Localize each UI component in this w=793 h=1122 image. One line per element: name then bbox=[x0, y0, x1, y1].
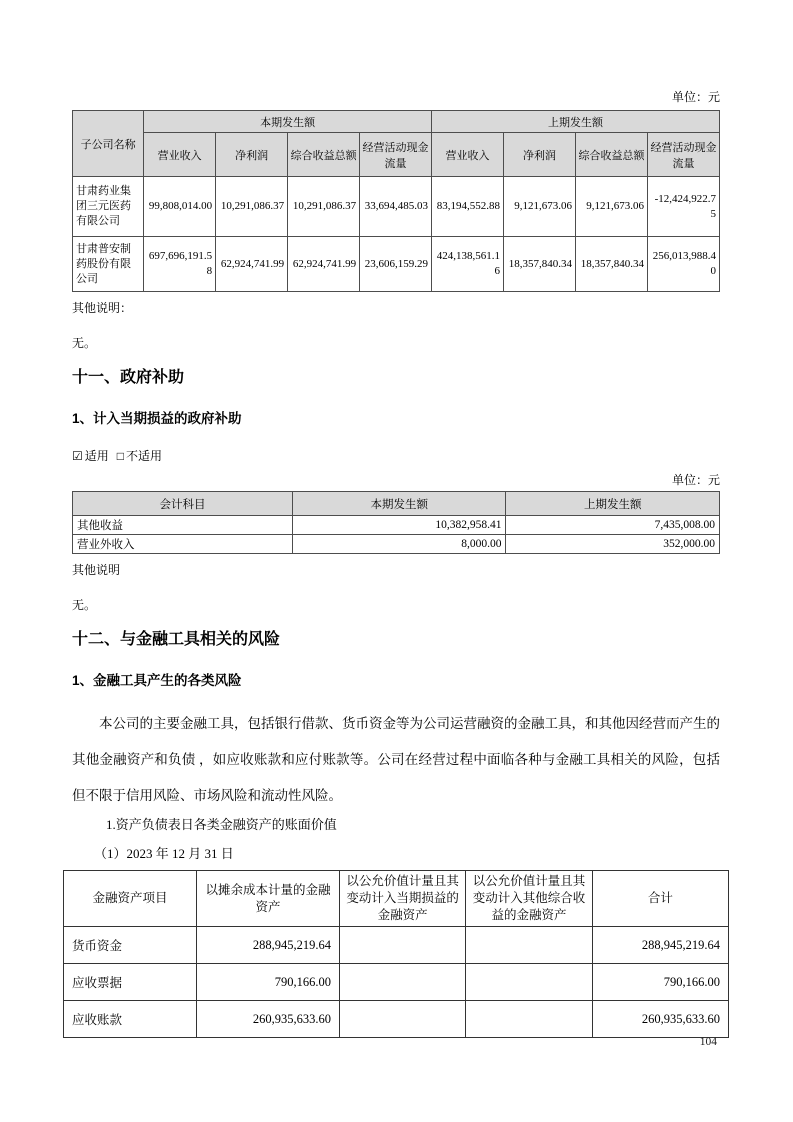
table-cell bbox=[466, 1001, 592, 1038]
table1-col-netprofit-current: 净利润 bbox=[216, 133, 288, 177]
table-cell: 营业外收入 bbox=[73, 535, 293, 554]
table-cell: 7,435,008.00 bbox=[506, 516, 720, 535]
table3-col-item: 金融资产项目 bbox=[64, 871, 197, 927]
table2-col-prior: 上期发生额 bbox=[506, 492, 720, 516]
table-cell: 260,935,633.60 bbox=[592, 1001, 728, 1038]
table1-col-comprehensive-prior: 综合收益总额 bbox=[575, 133, 647, 177]
table1-col-comprehensive-current: 综合收益总额 bbox=[288, 133, 360, 177]
table-cell: 9,121,673.06 bbox=[575, 177, 647, 237]
section-12-subtitle: 1、金融工具产生的各类风险 bbox=[72, 673, 242, 688]
table2-note-none: 无。 bbox=[72, 598, 97, 612]
table-row bbox=[73, 516, 720, 535]
table3-col-fvtpl: 以公允价值计量且其变动计入当期损益的金融资产 bbox=[339, 871, 465, 927]
table1-col-cashflow-current: 经营活动现金流量 bbox=[360, 133, 432, 177]
table-cell: 352,000.00 bbox=[506, 535, 720, 554]
table-cell: 83,194,552.88 bbox=[432, 177, 504, 237]
financial-assets-table bbox=[63, 870, 729, 1038]
table1-col-revenue-current: 营业收入 bbox=[144, 133, 216, 177]
table2-note-label: 其他说明 bbox=[72, 563, 121, 577]
financial-instruments-paragraph: 本公司的主要金融工具，包括银行借款、货币资金等为公司运营融资的金融工具，和其他因经营而产生的其他金融资产和负债 ，如应收账款和应付账款等。公司在经营过程中面临各种与金融工具相关的风险，包括但不限于信用风险、市场风险和流动性风险。 bbox=[72, 716, 720, 803]
table-cell: 应收票据 bbox=[64, 964, 197, 1001]
table1-group-prior: 上期发生额 bbox=[432, 111, 720, 133]
section-11-title: 十一、政府补助 bbox=[72, 369, 185, 386]
table-cell: 货币资金 bbox=[64, 927, 197, 964]
table1-note-none: 无。 bbox=[72, 336, 97, 350]
table-cell: -12,424,922.75 bbox=[647, 177, 719, 237]
list-item-book-value: 1.资产负债表日各类金融资产的账面价值 bbox=[106, 817, 337, 832]
date-line: （1）2023 年 12 月 31 日 bbox=[94, 846, 234, 861]
table-cell: 99,808,014.00 bbox=[144, 177, 216, 237]
subsidiary-name: 甘肃普安制药股份有限公司 bbox=[73, 237, 144, 292]
table-cell: 33,694,485.03 bbox=[360, 177, 432, 237]
table-cell: 应收账款 bbox=[64, 1001, 197, 1038]
table-cell bbox=[339, 1001, 465, 1038]
table-cell: 62,924,741.99 bbox=[216, 237, 288, 292]
table-cell bbox=[466, 927, 592, 964]
table-cell: 288,945,219.64 bbox=[592, 927, 728, 964]
table-cell: 62,924,741.99 bbox=[288, 237, 360, 292]
applicability-line bbox=[72, 448, 720, 464]
table-cell bbox=[339, 927, 465, 964]
table-cell: 256,013,988.40 bbox=[647, 237, 719, 292]
table-cell: 790,166.00 bbox=[197, 964, 340, 1001]
page-content bbox=[72, 0, 720, 1038]
table-cell: 790,166.00 bbox=[592, 964, 728, 1001]
page-number: 104 bbox=[699, 1036, 717, 1048]
section-11-subtitle: 1、计入当期损益的政府补助 bbox=[72, 411, 242, 426]
table-row bbox=[64, 927, 729, 964]
table-cell: 424,138,561.16 bbox=[432, 237, 504, 292]
table-cell: 8,000.00 bbox=[292, 535, 506, 554]
checkbox-checked-icon: ☑ bbox=[72, 449, 83, 463]
table-cell: 18,357,840.34 bbox=[504, 237, 576, 292]
table1-col-netprofit-prior: 净利润 bbox=[504, 133, 576, 177]
table-row bbox=[64, 964, 729, 1001]
table-cell: 260,935,633.60 bbox=[197, 1001, 340, 1038]
table-cell: 288,945,219.64 bbox=[197, 927, 340, 964]
table1-note-label: 其他说明： bbox=[72, 301, 133, 315]
table3-col-fvoci: 以公允价值计量且其变动计入其他综合收益的金融资产 bbox=[466, 871, 592, 927]
table-cell: 其他收益 bbox=[73, 516, 293, 535]
table-cell: 10,291,086.37 bbox=[216, 177, 288, 237]
table-cell: 10,382,958.41 bbox=[292, 516, 506, 535]
checkbox-unchecked-icon: □ bbox=[116, 449, 125, 463]
applicable-label: 适用 bbox=[84, 449, 109, 463]
table-cell: 10,291,086.37 bbox=[288, 177, 360, 237]
gov-subsidy-table bbox=[72, 491, 720, 554]
table-cell bbox=[339, 964, 465, 1001]
subsidiaries-table bbox=[72, 110, 720, 292]
table3-col-total: 合计 bbox=[592, 871, 728, 927]
table-cell bbox=[466, 964, 592, 1001]
table-cell: 9,121,673.06 bbox=[504, 177, 576, 237]
subsidiary-name: 甘肃药业集团三元医药有限公司 bbox=[73, 177, 144, 237]
table-row bbox=[73, 535, 720, 554]
unit-label-table1: 单位：元 bbox=[671, 90, 720, 104]
table3-col-amortized-cost: 以摊余成本计量的金融资产 bbox=[197, 871, 340, 927]
table1-group-current: 本期发生额 bbox=[144, 111, 432, 133]
table-row bbox=[64, 1001, 729, 1038]
table1-col-revenue-prior: 营业收入 bbox=[432, 133, 504, 177]
table-cell: 23,606,159.29 bbox=[360, 237, 432, 292]
table1-col-cashflow-prior: 经营活动现金流量 bbox=[647, 133, 719, 177]
unit-label-table2: 单位：元 bbox=[671, 473, 720, 487]
table1-corner-header: 子公司名称 bbox=[73, 111, 144, 177]
table2-col-current: 本期发生额 bbox=[292, 492, 506, 516]
table-cell: 18,357,840.34 bbox=[575, 237, 647, 292]
section-12-title: 十二、与金融工具相关的风险 bbox=[72, 631, 281, 648]
table-cell: 697,696,191.58 bbox=[144, 237, 216, 292]
not-applicable-label: 不适用 bbox=[126, 449, 163, 463]
table2-col-subject: 会计科目 bbox=[73, 492, 293, 516]
table-row bbox=[73, 237, 720, 292]
table-row bbox=[73, 177, 720, 237]
